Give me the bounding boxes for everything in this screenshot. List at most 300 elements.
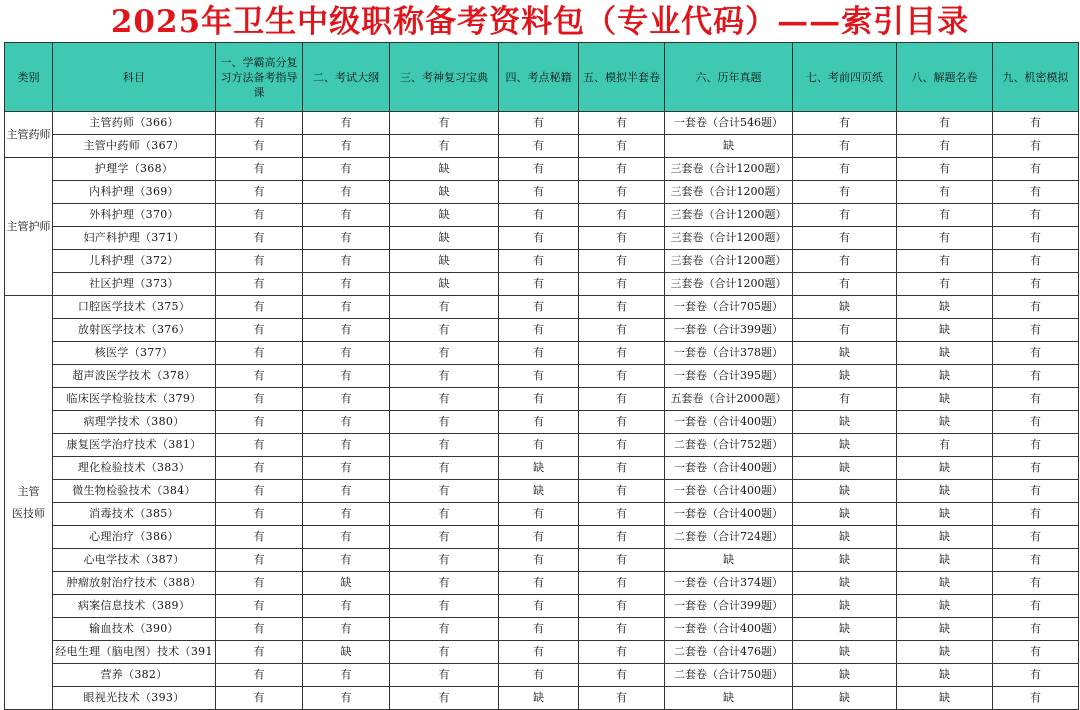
value-cell: 有 [390, 135, 499, 158]
value-cell: 有 [303, 549, 390, 572]
header-guidance-course: 一、学霸高分复习方法备考指导课 [216, 43, 303, 112]
value-cell: 有 [216, 457, 303, 480]
value-cell: 缺 [793, 342, 897, 365]
table-row [5, 181, 1079, 204]
value-cell: 有 [579, 250, 665, 273]
value-cell: 有 [579, 411, 665, 434]
subject-cell: 口腔医学技术（375） [53, 296, 216, 319]
subject-cell: 核医学（377） [53, 342, 216, 365]
value-cell: 缺 [390, 158, 499, 181]
value-cell: 缺 [897, 411, 993, 434]
value-cell: 有 [579, 365, 665, 388]
subject-cell: 临床医学检验技术（379） [53, 388, 216, 411]
value-cell: 有 [897, 434, 993, 457]
value-cell: 有 [993, 273, 1079, 296]
value-cell: 二套卷（合计476题） [665, 641, 793, 664]
value-cell: 缺 [793, 572, 897, 595]
value-cell: 有 [216, 434, 303, 457]
value-cell: 有 [993, 319, 1079, 342]
value-cell: 有 [216, 480, 303, 503]
value-cell: 有 [579, 112, 665, 135]
table-row [5, 388, 1079, 411]
table-row [5, 158, 1079, 181]
value-cell: 有 [216, 296, 303, 319]
subject-cell: 儿科护理（372） [53, 250, 216, 273]
value-cell: 有 [499, 641, 579, 664]
value-cell: 有 [303, 112, 390, 135]
value-cell: 有 [303, 158, 390, 181]
value-cell: 一套卷（合计705题） [665, 296, 793, 319]
subject-cell: 经电生理（脑电图）技术（391 [53, 641, 216, 664]
value-cell: 有 [579, 572, 665, 595]
value-cell: 有 [216, 595, 303, 618]
subject-cell: 妇产科护理（371） [53, 227, 216, 250]
value-cell: 有 [793, 204, 897, 227]
table-row [5, 641, 1079, 664]
value-cell: 有 [303, 480, 390, 503]
value-cell: 缺 [665, 135, 793, 158]
value-cell: 有 [216, 250, 303, 273]
value-cell: 有 [993, 687, 1079, 710]
value-cell: 有 [579, 503, 665, 526]
table-row [5, 687, 1079, 710]
value-cell: 一套卷（合计400题） [665, 503, 793, 526]
value-cell: 有 [216, 664, 303, 687]
value-cell: 缺 [897, 526, 993, 549]
value-cell: 三套卷（合计1200题） [665, 158, 793, 181]
value-cell: 三套卷（合计1200题） [665, 204, 793, 227]
value-cell: 缺 [897, 388, 993, 411]
value-cell: 有 [897, 273, 993, 296]
value-cell: 二套卷（合计752题） [665, 434, 793, 457]
value-cell: 有 [499, 365, 579, 388]
value-cell: 有 [303, 411, 390, 434]
value-cell: 二套卷（合计724题） [665, 526, 793, 549]
value-cell: 有 [390, 296, 499, 319]
value-cell: 缺 [665, 687, 793, 710]
value-cell: 缺 [390, 227, 499, 250]
table-row [5, 342, 1079, 365]
value-cell: 有 [216, 572, 303, 595]
value-cell: 有 [793, 250, 897, 273]
value-cell: 有 [499, 250, 579, 273]
value-cell: 有 [993, 365, 1079, 388]
value-cell: 有 [390, 618, 499, 641]
value-cell: 有 [390, 388, 499, 411]
value-cell: 缺 [793, 411, 897, 434]
subject-cell: 眼视光技术（393） [53, 687, 216, 710]
header-category: 类别 [5, 43, 53, 112]
value-cell: 有 [993, 296, 1079, 319]
subject-cell: 病案信息技术（389） [53, 595, 216, 618]
value-cell: 有 [499, 112, 579, 135]
value-cell: 缺 [390, 181, 499, 204]
value-cell: 有 [793, 135, 897, 158]
value-cell: 有 [499, 503, 579, 526]
value-cell: 缺 [897, 296, 993, 319]
value-cell: 有 [499, 411, 579, 434]
value-cell: 有 [216, 618, 303, 641]
header-mock-half-set: 五、模拟半套卷 [579, 43, 665, 112]
value-cell: 有 [390, 664, 499, 687]
value-cell: 有 [793, 227, 897, 250]
value-cell: 有 [499, 572, 579, 595]
value-cell: 缺 [897, 319, 993, 342]
header-solved-papers: 八、解题名卷 [897, 43, 993, 112]
value-cell: 有 [793, 319, 897, 342]
subject-cell: 主管中药师（367） [53, 135, 216, 158]
subject-cell: 理化检验技术（383） [53, 457, 216, 480]
value-cell: 有 [303, 618, 390, 641]
value-cell: 缺 [897, 572, 993, 595]
value-cell: 一套卷（合计399题） [665, 595, 793, 618]
value-cell: 有 [499, 227, 579, 250]
value-cell: 有 [390, 503, 499, 526]
value-cell: 有 [499, 296, 579, 319]
value-cell: 缺 [665, 549, 793, 572]
value-cell: 有 [993, 411, 1079, 434]
value-cell: 缺 [793, 296, 897, 319]
value-cell: 有 [897, 227, 993, 250]
value-cell: 有 [390, 549, 499, 572]
value-cell: 有 [499, 595, 579, 618]
value-cell: 有 [216, 549, 303, 572]
value-cell: 有 [390, 112, 499, 135]
subject-cell: 主管药师（366） [53, 112, 216, 135]
value-cell: 有 [499, 342, 579, 365]
value-cell: 有 [216, 687, 303, 710]
value-cell: 有 [390, 526, 499, 549]
value-cell: 一套卷（合计374题） [665, 572, 793, 595]
value-cell: 缺 [390, 273, 499, 296]
value-cell: 一套卷（合计546题） [665, 112, 793, 135]
value-cell: 有 [579, 296, 665, 319]
value-cell: 有 [499, 434, 579, 457]
table-row [5, 526, 1079, 549]
value-cell: 一套卷（合计400题） [665, 618, 793, 641]
value-cell: 有 [579, 227, 665, 250]
value-cell: 有 [993, 434, 1079, 457]
value-cell: 缺 [390, 204, 499, 227]
value-cell: 一套卷（合计400题） [665, 457, 793, 480]
value-cell: 有 [390, 641, 499, 664]
value-cell: 缺 [793, 480, 897, 503]
value-cell: 有 [216, 365, 303, 388]
value-cell: 有 [579, 273, 665, 296]
value-cell: 缺 [499, 480, 579, 503]
value-cell: 有 [303, 250, 390, 273]
value-cell: 有 [993, 135, 1079, 158]
value-cell: 三套卷（合计1200题） [665, 250, 793, 273]
value-cell: 有 [499, 526, 579, 549]
header-secret-mock: 九、机密模拟 [993, 43, 1079, 112]
header-review-handbook: 三、考神复习宝典 [390, 43, 499, 112]
value-cell: 有 [579, 480, 665, 503]
value-cell: 有 [390, 434, 499, 457]
value-cell: 缺 [793, 641, 897, 664]
value-cell: 有 [303, 296, 390, 319]
table-row [5, 319, 1079, 342]
value-cell: 缺 [897, 687, 993, 710]
value-cell: 有 [897, 135, 993, 158]
header-subject: 科目 [53, 43, 216, 112]
value-cell: 有 [390, 365, 499, 388]
value-cell: 有 [993, 250, 1079, 273]
value-cell: 有 [993, 480, 1079, 503]
table-body [5, 112, 1079, 710]
value-cell: 缺 [499, 687, 579, 710]
value-cell: 缺 [793, 503, 897, 526]
value-cell: 有 [579, 204, 665, 227]
table-row [5, 618, 1079, 641]
value-cell: 有 [303, 388, 390, 411]
value-cell: 有 [993, 457, 1079, 480]
category-cell: 主管 医技师 [5, 296, 53, 710]
value-cell: 一套卷（合计400题） [665, 411, 793, 434]
value-cell: 缺 [793, 365, 897, 388]
value-cell: 缺 [303, 572, 390, 595]
value-cell: 有 [993, 112, 1079, 135]
value-cell: 缺 [793, 595, 897, 618]
value-cell: 有 [993, 204, 1079, 227]
value-cell: 缺 [793, 664, 897, 687]
value-cell: 缺 [897, 641, 993, 664]
value-cell: 有 [793, 112, 897, 135]
value-cell: 三套卷（合计1200题） [665, 227, 793, 250]
value-cell: 有 [216, 158, 303, 181]
value-cell: 有 [993, 181, 1079, 204]
subject-cell: 康复医学治疗技术（381） [53, 434, 216, 457]
table-row [5, 595, 1079, 618]
value-cell: 有 [993, 388, 1079, 411]
table-row [5, 549, 1079, 572]
value-cell: 有 [216, 411, 303, 434]
subject-cell: 病理学技术（380） [53, 411, 216, 434]
value-cell: 缺 [793, 549, 897, 572]
value-cell: 有 [216, 204, 303, 227]
value-cell: 一套卷（合计395题） [665, 365, 793, 388]
value-cell: 有 [216, 342, 303, 365]
value-cell: 有 [993, 641, 1079, 664]
value-cell: 有 [579, 181, 665, 204]
value-cell: 缺 [897, 549, 993, 572]
value-cell: 缺 [793, 618, 897, 641]
value-cell: 缺 [499, 457, 579, 480]
table-row [5, 250, 1079, 273]
value-cell: 有 [216, 503, 303, 526]
subject-cell: 超声波医学技术（378） [53, 365, 216, 388]
value-cell: 有 [216, 181, 303, 204]
value-cell: 有 [390, 480, 499, 503]
value-cell: 一套卷（合计400题） [665, 480, 793, 503]
value-cell: 有 [579, 457, 665, 480]
value-cell: 有 [897, 181, 993, 204]
value-cell: 三套卷（合计1200题） [665, 273, 793, 296]
table-row [5, 503, 1079, 526]
table-row [5, 135, 1079, 158]
subject-cell: 放射医学技术（376） [53, 319, 216, 342]
value-cell: 缺 [793, 434, 897, 457]
table-row [5, 434, 1079, 457]
value-cell: 有 [579, 641, 665, 664]
value-cell: 有 [216, 112, 303, 135]
value-cell: 有 [499, 664, 579, 687]
header-past-papers: 六、历年真题 [665, 43, 793, 112]
value-cell: 有 [303, 204, 390, 227]
value-cell: 有 [499, 319, 579, 342]
header-four-pages: 七、考前四页纸 [793, 43, 897, 112]
value-cell: 有 [216, 641, 303, 664]
table-row [5, 227, 1079, 250]
value-cell: 有 [303, 687, 390, 710]
subject-cell: 营养（382） [53, 664, 216, 687]
value-cell: 有 [390, 687, 499, 710]
header-key-points: 四、考点秘籍 [499, 43, 579, 112]
header-row [5, 43, 1079, 112]
value-cell: 有 [216, 273, 303, 296]
value-cell: 缺 [897, 664, 993, 687]
value-cell: 有 [303, 181, 390, 204]
value-cell: 有 [897, 204, 993, 227]
value-cell: 有 [793, 158, 897, 181]
table-row [5, 411, 1079, 434]
subject-cell: 输血技术（390） [53, 618, 216, 641]
value-cell: 有 [993, 227, 1079, 250]
value-cell: 有 [499, 135, 579, 158]
value-cell: 有 [793, 273, 897, 296]
value-cell: 缺 [793, 687, 897, 710]
subject-cell: 消毒技术（385） [53, 503, 216, 526]
value-cell: 有 [303, 664, 390, 687]
value-cell: 有 [579, 687, 665, 710]
value-cell: 有 [303, 227, 390, 250]
subject-cell: 肿瘤放射治疗技术（388） [53, 572, 216, 595]
value-cell: 有 [499, 549, 579, 572]
value-cell: 有 [993, 526, 1079, 549]
subject-cell: 社区护理（373） [53, 273, 216, 296]
value-cell: 有 [579, 342, 665, 365]
value-cell: 有 [993, 595, 1079, 618]
value-cell: 有 [993, 572, 1079, 595]
value-cell: 有 [303, 273, 390, 296]
value-cell: 缺 [897, 618, 993, 641]
value-cell: 有 [993, 158, 1079, 181]
value-cell: 有 [303, 342, 390, 365]
value-cell: 有 [579, 158, 665, 181]
value-cell: 有 [216, 227, 303, 250]
value-cell: 有 [499, 273, 579, 296]
value-cell: 缺 [793, 526, 897, 549]
value-cell: 有 [897, 112, 993, 135]
index-table [4, 42, 1079, 710]
table-row [5, 572, 1079, 595]
page-title: 2025年卫生中级职称备考资料包（专业代码）——索引目录 [110, 4, 970, 40]
value-cell: 有 [303, 526, 390, 549]
value-cell: 有 [993, 503, 1079, 526]
value-cell: 有 [579, 135, 665, 158]
value-cell: 有 [390, 457, 499, 480]
value-cell: 有 [216, 319, 303, 342]
value-cell: 有 [499, 618, 579, 641]
value-cell: 有 [499, 204, 579, 227]
value-cell: 有 [579, 595, 665, 618]
value-cell: 有 [793, 388, 897, 411]
subject-cell: 心理治疗（386） [53, 526, 216, 549]
value-cell: 有 [390, 572, 499, 595]
value-cell: 有 [390, 319, 499, 342]
value-cell: 有 [390, 411, 499, 434]
value-cell: 有 [303, 135, 390, 158]
value-cell: 有 [216, 388, 303, 411]
value-cell: 有 [499, 388, 579, 411]
value-cell: 五套卷（合计2000题） [665, 388, 793, 411]
value-cell: 有 [579, 434, 665, 457]
value-cell: 缺 [897, 365, 993, 388]
value-cell: 有 [793, 181, 897, 204]
value-cell: 缺 [897, 595, 993, 618]
value-cell: 有 [303, 457, 390, 480]
value-cell: 有 [579, 526, 665, 549]
value-cell: 有 [897, 158, 993, 181]
value-cell: 三套卷（合计1200题） [665, 181, 793, 204]
value-cell: 缺 [897, 457, 993, 480]
value-cell: 有 [993, 549, 1079, 572]
value-cell: 有 [216, 135, 303, 158]
table-row [5, 457, 1079, 480]
category-cell: 主管护师 [5, 158, 53, 296]
value-cell: 有 [499, 181, 579, 204]
value-cell: 二套卷（合计750题） [665, 664, 793, 687]
value-cell: 有 [993, 342, 1079, 365]
value-cell: 有 [993, 618, 1079, 641]
subject-cell: 护理学（368） [53, 158, 216, 181]
table-row [5, 664, 1079, 687]
subject-cell: 外科护理（370） [53, 204, 216, 227]
value-cell: 有 [303, 365, 390, 388]
table-row [5, 112, 1079, 135]
header-exam-outline: 二、考试大纲 [303, 43, 390, 112]
table-row [5, 296, 1079, 319]
table-row [5, 480, 1079, 503]
value-cell: 有 [579, 618, 665, 641]
value-cell: 有 [303, 434, 390, 457]
subject-cell: 心电学技术（387） [53, 549, 216, 572]
value-cell: 有 [303, 595, 390, 618]
value-cell: 缺 [897, 503, 993, 526]
value-cell: 缺 [793, 457, 897, 480]
value-cell: 缺 [303, 641, 390, 664]
value-cell: 有 [897, 250, 993, 273]
value-cell: 一套卷（合计399题） [665, 319, 793, 342]
value-cell: 有 [216, 526, 303, 549]
value-cell: 有 [303, 319, 390, 342]
value-cell: 有 [579, 549, 665, 572]
table-row [5, 273, 1079, 296]
table-row [5, 365, 1079, 388]
category-cell: 主管药师 [5, 112, 53, 158]
subject-cell: 微生物检验技术（384） [53, 480, 216, 503]
value-cell: 有 [579, 388, 665, 411]
value-cell: 缺 [897, 342, 993, 365]
value-cell: 缺 [897, 480, 993, 503]
value-cell: 有 [499, 158, 579, 181]
table-row [5, 204, 1079, 227]
value-cell: 缺 [390, 250, 499, 273]
value-cell: 有 [993, 664, 1079, 687]
value-cell: 有 [390, 595, 499, 618]
value-cell: 有 [303, 503, 390, 526]
value-cell: 有 [390, 342, 499, 365]
